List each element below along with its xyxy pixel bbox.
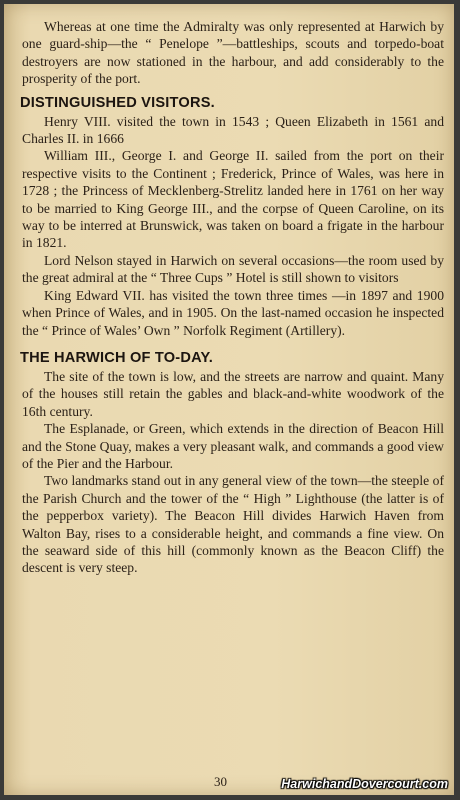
visitors-paragraph-2: William III., George I. and George II. sailed from the port on their respective visits to the Continent ; Frederick, Prince of Wales, was here in 1728 ; the Princess of Mecklenberg-Strelitz landed here in 1761 on her way to be married to King George III., and the corpse of Queen Caroline, on its way to be interred at Brunswick, was taken on board a frigate in the harbour in 1821. [22,148,444,251]
visitors-paragraph-1: Henry VIII. visited the town in 1543 ; Queen Elizabeth in 1561 and Charles II. in 1666 [22,113,444,147]
section-heading-visitors: DISTINGUISHED VISITORS. [20,94,215,111]
today-paragraph-3: Two landmarks stand out in any general view of the town—the steeple of the Parish Church and the tower of the “ High ” Lighthouse (the latter is of the pepperbox variety). The Beacon Hill divides Harwich Haven from Walton Bay, rises to a considerable height, and commands a fine view. On the seaward side of this hill (commonly known as the Beacon Cliff) the descent is very steep. [22,473,444,576]
visitors-paragraph-4: King Edward VII. has visited the town three times —in 1897 and 1900 when Prince of Wales, and in 1905. On the last-named occasion he inspected the “ Prince of Wales’ Own ” Norfolk Regiment (Artillery). [22,287,444,338]
visitors-paragraph-3: Lord Nelson stayed in Harwich on several occasions—the room used by the great admiral at the “ Three Cups ” Hotel is still shown to visitors [22,252,444,286]
book-page [4,4,454,795]
page-number: 30 [214,774,227,789]
today-paragraph-1: The site of the town is low, and the streets are narrow and quaint. Many of the houses still retain the gables and black-and-white woodwork of the 16th century. [22,368,444,419]
intro-paragraph: Whereas at one time the Admiralty was only represented at Harwich by one guard-ship—the “ Penelope ”—battleships, scouts and torpedo-boat destroyers are now stationed in the harbour, and add considerably to the prosperity of the port. [22,19,444,87]
site-watermark: HarwichandDovercourt.com [281,777,448,791]
today-paragraph-2: The Esplanade, or Green, which extends in the direction of Beacon Hill and the Stone Quay, makes a very pleasant walk, and commands a good view of the Pier and the Harbour. [22,421,444,471]
section-heading-today: THE HARWICH OF TO-DAY. [20,349,214,366]
